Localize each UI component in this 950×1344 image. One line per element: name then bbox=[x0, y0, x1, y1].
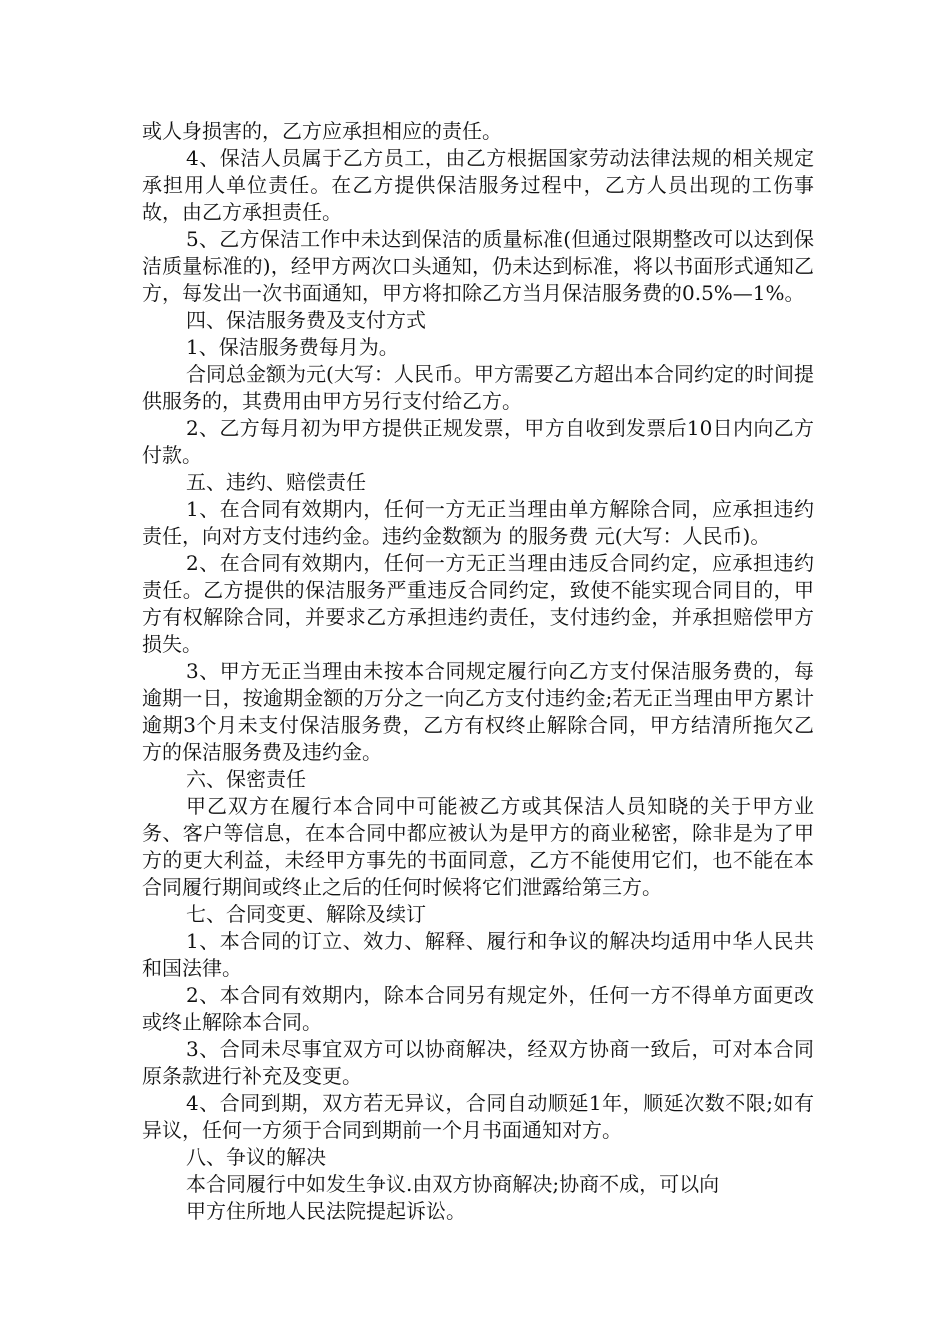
section-heading-8: 八、争议的解决 bbox=[186, 1145, 326, 1169]
paragraph-clause-4-2: 2、乙方每月初为甲方提供正规发票，甲方自收到发票后10日内向乙方付款。 bbox=[142, 416, 814, 467]
section-heading-4: 四、保洁服务费及支付方式 bbox=[186, 308, 426, 332]
paragraph-clause-6: 甲乙双方在履行本合同中可能被乙方或其保洁人员知晓的关于甲方业务、客户等信息，在本合同中都应被认为是甲方的商业秘密，除非是为了甲方的更大利益，未经甲方事先的书面同意，乙方不能使用它们，也不能在本合同履行期间或终止之后的任何时候将它们泄露给第三方。 bbox=[142, 794, 814, 899]
paragraph-clause-7-3: 3、合同未尽事宜双方可以协商解决，经双方协商一致后，可对本合同原条款进行补充及变更。 bbox=[142, 1037, 814, 1088]
paragraph-clause-7-4: 4、合同到期，双方若无异议，合同自动顺延1年，顺延次数不限;如有异议，任何一方须于合同到期前一个月书面通知对方。 bbox=[142, 1091, 814, 1142]
section-heading-7: 七、合同变更、解除及续订 bbox=[186, 902, 426, 926]
section-heading-6: 六、保密责任 bbox=[186, 767, 306, 791]
paragraph-clause-8-line-1: 本合同履行中如发生争议.由双方协商解决;协商不成，可以向 bbox=[186, 1172, 720, 1196]
paragraph-continued-liability: 或人身损害的，乙方应承担相应的责任。 bbox=[142, 119, 502, 143]
paragraph-clause-7-2: 2、本合同有效期内，除本合同另有规定外，任何一方不得单方面更改或终止解除本合同。 bbox=[142, 983, 814, 1034]
paragraph-clause-4-1: 1、保洁服务费每月为。 bbox=[186, 335, 399, 359]
paragraph-clause-4-total: 合同总金额为元(大写：人民币。甲方需要乙方超出本合同约定的时间提供服务的，其费用由甲方另行支付给乙方。 bbox=[142, 362, 814, 413]
paragraph-clause-3-5: 5、乙方保洁工作中未达到保洁的质量标准(但通过限期整改可以达到保洁质量标准的)，经甲方两次口头通知，仍未达到标准，将以书面形式通知乙方，每发出一次书面通知，甲方将扣除乙方当月保洁服务费的0.5%—1%。 bbox=[142, 227, 814, 305]
paragraph-clause-7-1: 1、本合同的订立、效力、解释、履行和争议的解决均适用中华人民共和国法律。 bbox=[142, 929, 814, 980]
section-heading-5: 五、违约、赔偿责任 bbox=[186, 470, 366, 494]
paragraph-clause-8-line-2: 甲方住所地人民法院提起诉讼。 bbox=[186, 1199, 466, 1223]
paragraph-clause-3-4: 4、保洁人员属于乙方员工，由乙方根据国家劳动法律法规的相关规定承担用人单位责任。在乙方提供保洁服务过程中，乙方人员出现的工伤事故，由乙方承担责任。 bbox=[142, 146, 814, 224]
paragraph-clause-5-3: 3、甲方无正当理由未按本合同规定履行向乙方支付保洁服务费的，每逾期一日，按逾期金额的万分之一向乙方支付违约金;若无正当理由甲方累计逾期3个月未支付保洁服务费，乙方有权终止解除合同，甲方结清所拖欠乙方的保洁服务费及违约金。 bbox=[142, 659, 814, 764]
contract-body bbox=[142, 118, 814, 1225]
paragraph-clause-5-2: 2、在合同有效期内，任何一方无正当理由违反合同约定，应承担违约责任。乙方提供的保洁服务严重违反合同约定，致使不能实现合同目的，甲方有权解除合同，并要求乙方承担违约责任，支付违约金，并承担赔偿甲方损失。 bbox=[142, 551, 814, 656]
paragraph-clause-5-1: 1、在合同有效期内，任何一方无正当理由单方解除合同，应承担违约责任，向对方支付违约金。违约金数额为 的服务费 元(大写：人民币)。 bbox=[142, 497, 814, 548]
